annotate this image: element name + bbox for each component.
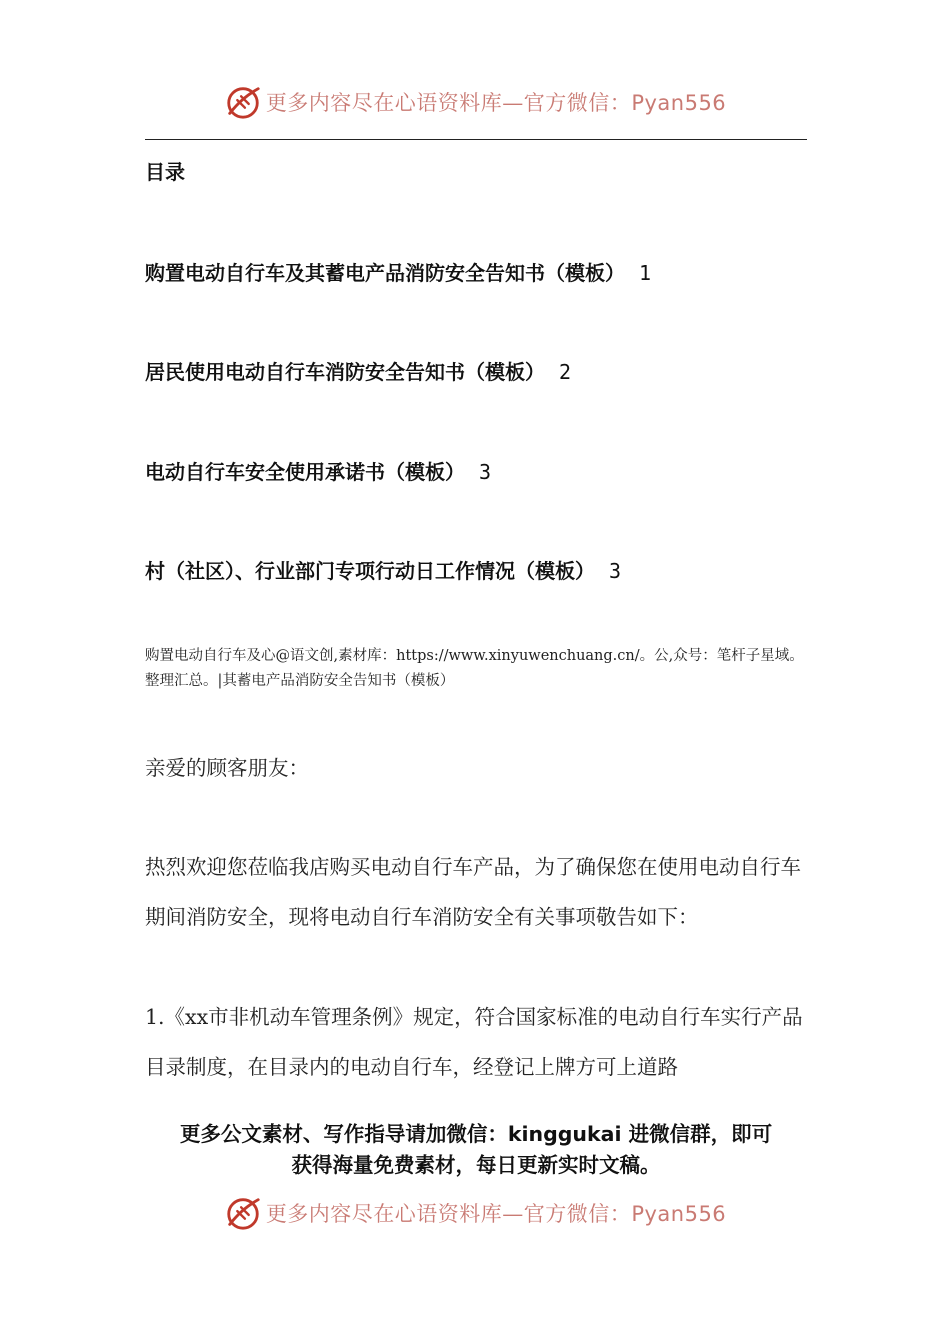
toc-entry[interactable] bbox=[145, 456, 491, 485]
toc-entry-title: 购置电动自行车及其蓄电产品消防安全告知书（模板） bbox=[145, 261, 625, 285]
toc-entry-page: 3 bbox=[609, 559, 622, 583]
toc-entry-title: 村（社区）、行业部门专项行动日工作情况（模板） bbox=[145, 559, 595, 583]
toc-entry-page: 1 bbox=[639, 261, 652, 285]
brand-logo-icon bbox=[224, 83, 262, 121]
promo-block bbox=[145, 1119, 807, 1181]
toc-entry[interactable] bbox=[145, 555, 621, 584]
promo-line-2: 获得海量免费素材，每日更新实时文稿。 bbox=[291, 1153, 661, 1177]
promo-line-1: 更多公文素材、写作指导请加微信：kinggukai 进微信群，即可 bbox=[179, 1122, 773, 1146]
toc-entry-page: 2 bbox=[559, 360, 572, 384]
footer-banner-text: 更多内容尽在心语资料库—官方微信：Pyan556 bbox=[265, 1202, 727, 1226]
toc-entry-title: 居民使用电动自行车消防安全告知书（模板） bbox=[145, 360, 545, 384]
header-divider bbox=[145, 139, 807, 140]
toc-entry-page: 3 bbox=[479, 460, 492, 484]
brand-logo-icon bbox=[224, 1194, 262, 1232]
toc-title: 目录 bbox=[145, 160, 185, 184]
toc-entry-title: 电动自行车安全使用承诺书（模板） bbox=[145, 460, 465, 484]
greeting: 亲爱的顾客朋友： bbox=[145, 756, 309, 780]
toc-entry[interactable] bbox=[145, 257, 651, 286]
body-paragraph-2: 1.《xx市非机动车管理条例》规定，符合国家标准的电动自行车实行产品目录制度，在目录内的电动自行车，经登记上牌方可上道路 bbox=[145, 1005, 803, 1079]
toc-entry[interactable] bbox=[145, 356, 571, 385]
footer-banner bbox=[0, 1191, 950, 1235]
header-banner bbox=[0, 80, 950, 124]
source-note: 购置电动自行车及心@语文创,素材库：https://www.xinyuwenchuang.cn/。公,众号：笔杆子星域。整理汇总。|其蓄电产品消防安全告知书（模板） bbox=[145, 648, 804, 689]
header-banner-text: 更多内容尽在心语资料库—官方微信：Pyan556 bbox=[265, 91, 727, 115]
body-paragraph-1: 热烈欢迎您莅临我店购买电动自行车产品，为了确保您在使用电动自行车期间消防安全，现将电动自行车消防安全有关事项敬告如下： bbox=[145, 855, 801, 929]
